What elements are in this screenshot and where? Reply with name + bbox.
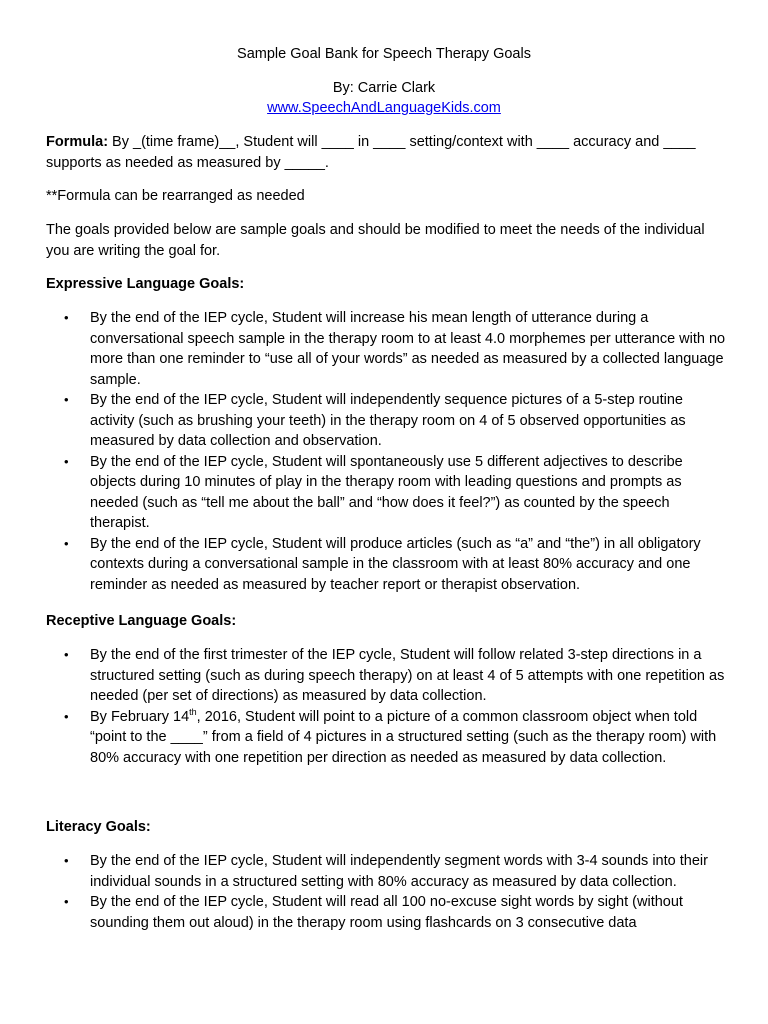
bullet-icon: • bbox=[64, 453, 69, 469]
page-title: Sample Goal Bank for Speech Therapy Goals bbox=[237, 46, 531, 62]
list-item bbox=[46, 851, 726, 892]
literacy-heading: Literacy Goals: bbox=[46, 819, 151, 835]
list-item bbox=[46, 707, 726, 769]
goal-text bbox=[90, 706, 717, 766]
list-item bbox=[46, 308, 726, 390]
receptive-goals-list bbox=[46, 645, 726, 768]
bullet-icon: • bbox=[64, 853, 69, 868]
formula-paragraph bbox=[46, 132, 726, 173]
bullet-icon: • bbox=[64, 708, 69, 724]
list-item bbox=[46, 390, 726, 452]
goal-text-start: By February 14 bbox=[90, 708, 190, 725]
goal-text: By the end of the IEP cycle, Student will increase his mean length of utterance during a conversational speech sample in the therapy room to at least 4.0 morphemes per utterance with no more than one reminder to “use all of your words” as needed as measured by a collected language sample. bbox=[90, 310, 726, 388]
goal-text: By the end of the IEP cycle, Student will independently segment words with 3-4 sounds into their individual sounds in a structured setting with 80% accuracy as measured by data collection. bbox=[90, 853, 708, 890]
list-item bbox=[46, 534, 726, 596]
goal-text: By the end of the IEP cycle, Student will spontaneously use 5 different adjectives to describe objects during 10 minutes of play in the therapy room with leading questions and prompts as needed (such as “tell me about the ball” and “how does it feel?”) as counted by the speech therapist. bbox=[90, 453, 683, 531]
bullet-icon: • bbox=[64, 535, 69, 551]
bullet-icon: • bbox=[64, 392, 69, 407]
author-byline: By: Carrie Clark bbox=[332, 80, 436, 96]
expressive-goals-list bbox=[46, 308, 726, 595]
goal-text: By the end of the IEP cycle, Student will read all 100 no-excuse sight words by sight (without sounding them out aloud) in the therapy room using flashcards on 3 consecutive data bbox=[90, 894, 683, 931]
rearrange-note: **Formula can be rearranged as needed bbox=[46, 188, 305, 204]
intro-paragraph: The goals provided below are sample goals and should be modified to meet the needs of the individual you are writing the goal for. bbox=[46, 222, 705, 259]
literacy-goals-list bbox=[46, 851, 726, 933]
goal-text-rest: , 2016, Student will point to a picture of a common classroom object when told “point to the ____” from a field of 4 pictures in a structured setting (such as the therapy room) with 80% accuracy with one repetition per direction as needed as measured by data collection. bbox=[90, 708, 717, 766]
goal-text: By the end of the IEP cycle, Student will produce articles (such as “a” and “the”) in all obligatory contexts during a conversational sample in the classroom with at least 80% accuracy and one reminder as needed as measured by teacher report or therapist observation. bbox=[90, 535, 701, 593]
expressive-heading: Expressive Language Goals: bbox=[46, 276, 245, 292]
list-item bbox=[46, 892, 726, 933]
formula-text: By _(time frame)__, Student will ____ in ____ setting/context with ____ accuracy and ____ supports as needed as measured by _____. bbox=[46, 134, 696, 171]
formula-label: Formula: bbox=[46, 134, 109, 150]
bullet-icon: • bbox=[64, 310, 69, 325]
bullet-icon: • bbox=[64, 894, 69, 909]
list-item bbox=[46, 452, 726, 534]
goal-text: By the end of the first trimester of the IEP cycle, Student will follow related 3-step directions in a structured setting (such as during speech therapy) on at least 4 of 5 attempts with one repetition as needed (per set of directions) as measured by data collection. bbox=[90, 647, 725, 704]
bullet-icon: • bbox=[64, 647, 69, 662]
ordinal-suffix: th bbox=[189, 706, 197, 717]
list-item bbox=[46, 645, 726, 707]
website-link[interactable]: www.SpeechAndLanguageKids.com bbox=[267, 100, 501, 116]
goal-text: By the end of the IEP cycle, Student will independently sequence pictures of a 5-step routine activity (such as brushing your teeth) in the therapy room on 4 of 5 observed opportunities as measured by data collection and observation. bbox=[90, 392, 686, 449]
receptive-heading: Receptive Language Goals: bbox=[46, 613, 237, 629]
